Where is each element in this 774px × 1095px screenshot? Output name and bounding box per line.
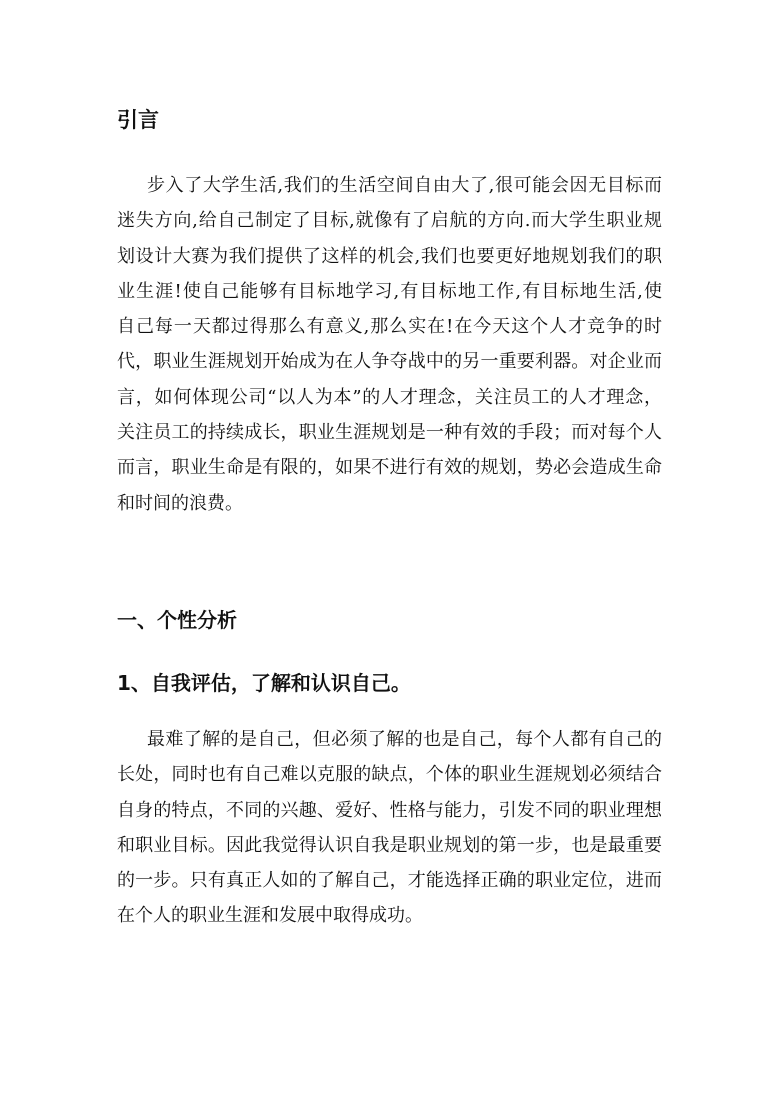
text-line: 言，如何体现公司“以人为本”的人才理念，关注员工的人才理念， [117,386,662,408]
text-line: 关注员工的持续成长，职业生涯规划是一种有效的手段；而对每个人 [117,422,662,444]
text-line: 步入了大学生活,我们的生活空间自由大了,很可能会因无目标而 [147,175,662,196]
text-line: 代，职业生涯规划开始成为在人争夺战中的另一重要利器。对企业而 [117,351,662,373]
paragraph-introduction [117,168,662,521]
text-line: 在个人的职业生涯和发展中取得成功。 [117,905,423,927]
heading-personality-analysis: 一、个性分析 [117,608,237,632]
heading-introduction: 引言 [117,108,159,132]
text-line: 迷失方向,给自己制定了目标,就像有了启航的方向.而大学生职业规 [117,210,662,232]
paragraph-self-assessment [117,722,662,934]
text-line: 和职业目标。因此我觉得认识自我是职业规划的第一步，也是最重要 [117,834,662,856]
text-line: 最难了解的是自己，但必须了解的也是自己，每个人都有自己的 [147,729,662,750]
text-line: 而言，职业生命是有限的，如果不进行有效的规划，势必会造成生命 [117,457,662,479]
text-line: 划设计大赛为我们提供了这样的机会,我们也要更好地规划我们的职 [117,245,662,267]
text-line: 和时间的浪费。 [117,492,243,514]
text-line: 长处，同时也有自己难以克服的缺点，个体的职业生涯规划必须结合 [117,764,662,786]
text-line: 的一步。只有真正人如的了解自己，才能选择正确的职业定位，进而 [117,870,662,892]
text-line: 业生涯!使自己能够有目标地学习,有目标地工作,有目标地生活,使 [117,280,662,302]
heading-self-assessment: 1、自我评估，了解和认识自己。 [117,671,411,695]
text-line: 自身的特点，不同的兴趣、爱好、性格与能力，引发不同的职业理想 [117,799,662,821]
text-line: 自己每一天都过得那么有意义,那么实在!在今天这个人才竞争的时 [117,316,662,338]
